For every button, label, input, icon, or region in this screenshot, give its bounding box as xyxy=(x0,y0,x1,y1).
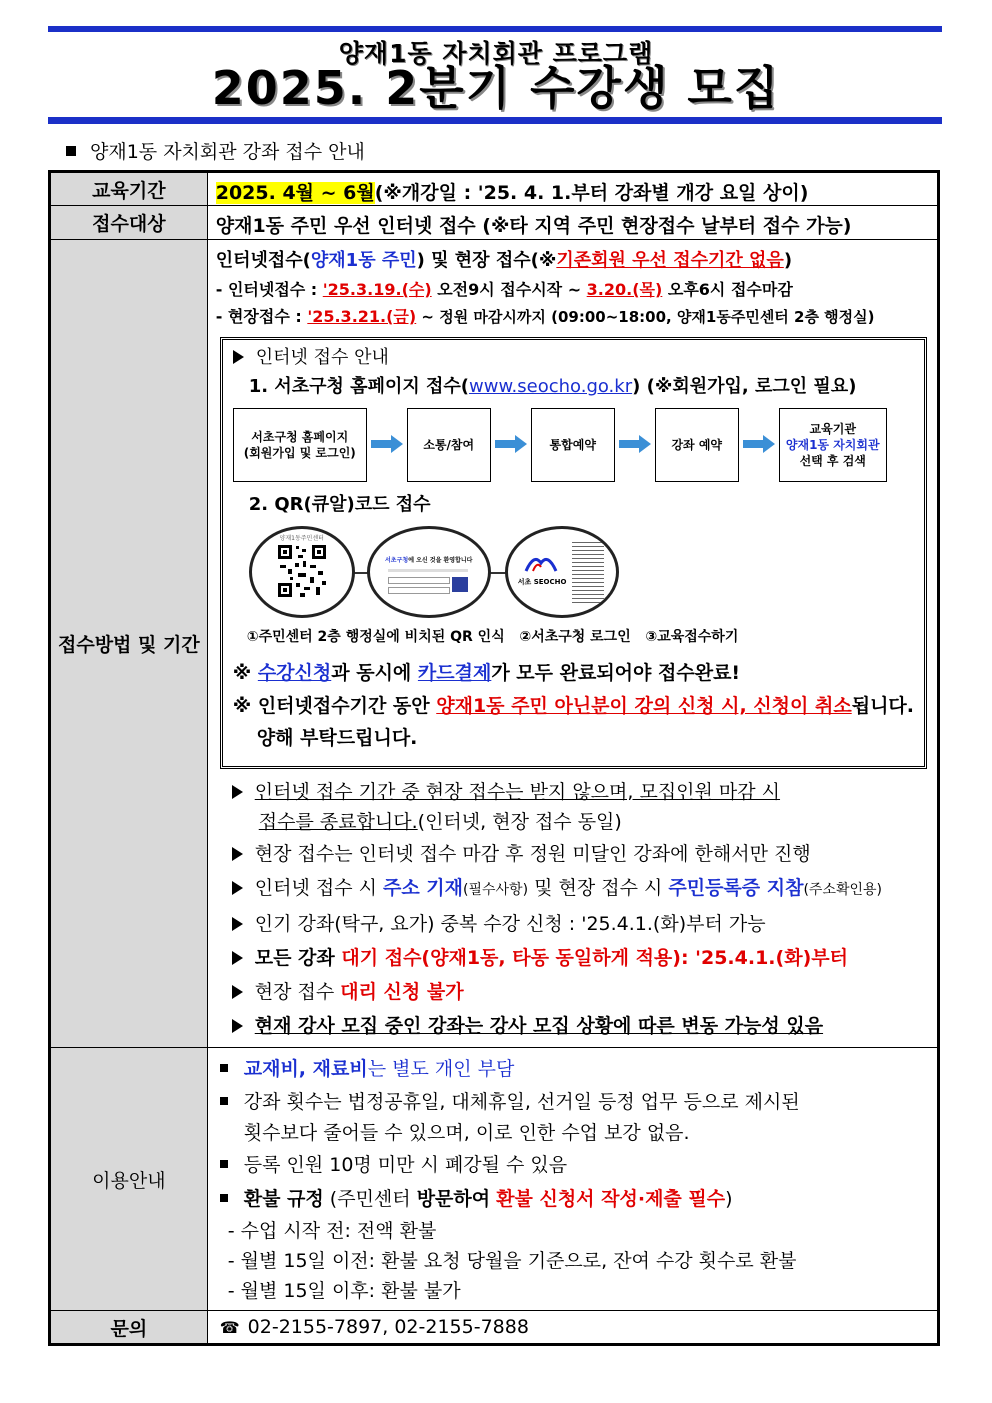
arrow-right-icon xyxy=(743,435,775,453)
triangle-bullet-icon xyxy=(232,847,243,861)
bullet-7: 현재 강사 모집 중인 강좌는 강사 모집 상황에 따른 변동 가능성 있음 xyxy=(232,1009,931,1043)
value-contact: ☎ 02-2155-7897, 02-2155-7888 xyxy=(207,1311,938,1345)
bullet-3: 인터넷 접수 시 주소 기재(필수사항) 및 현장 접수 시 주민등록증 지참(주소확인용) xyxy=(232,871,931,907)
label-method: 접수방법 및 기간 xyxy=(50,240,208,1048)
cancel-note: ※ 인터넷접수기간 동안 양재1동 주민 아닌분이 강의 신청 시, 신청이 취소됩니다. xyxy=(232,695,914,717)
qr-code-circle: 양재1동주민센터 xyxy=(249,526,355,618)
bullet-1-cont: 접수를 종료합니다.(인터넷, 현장 접수 동일) xyxy=(258,811,622,833)
seocho-app-circle: 서초 SEOCHO xyxy=(505,526,619,618)
value-usage xyxy=(207,1048,938,1311)
square-bullet-icon xyxy=(220,1064,228,1072)
payment-note: ※ 수강신청과 동시에 카드결제가 모두 완료되어야 접수완료! xyxy=(232,662,741,684)
top-rule xyxy=(48,26,942,32)
step1: 1. 서초구청 홈페이지 접수(www.seocho.go.kr) (※회원가입, 로그인 필요) xyxy=(248,376,857,397)
period-highlight: 2025. 4월 ~ 6월 xyxy=(215,182,375,204)
qr-steps xyxy=(233,526,914,626)
label-period: 교육기간 xyxy=(50,172,208,206)
arrow-right-icon xyxy=(495,435,527,453)
triangle-bullet-icon xyxy=(232,985,243,999)
refund-1: - 수업 시작 전: 전액 환불 xyxy=(227,1220,437,1242)
bottom-rule xyxy=(48,117,942,124)
flow-step-homepage: 서초구청 홈페이지 (회원가입 및 로그인) xyxy=(233,408,367,482)
qr-caption: ①주민센터 2층 행정실에 비치된 QR 인식 ②서초구청 로그인 ③교육접수하기 xyxy=(246,629,739,645)
page-title: 2025. 2분기 수강생 모집 xyxy=(211,61,781,115)
row-target xyxy=(50,206,939,240)
refund-2: - 월별 15일 이전: 환불 요청 당월을 기준으로, 잔여 수강 횟수로 환불 xyxy=(227,1250,797,1272)
seocho-link[interactable]: www.seocho.go.kr xyxy=(469,376,633,397)
qr-code-icon xyxy=(276,543,328,599)
refund-3: - 월별 15일 이후: 환불 불가 xyxy=(227,1280,461,1302)
label-target: 접수대상 xyxy=(50,206,208,240)
square-bullet-icon xyxy=(220,1194,228,1202)
guide-heading: 인터넷 접수 안내 xyxy=(233,344,914,372)
value-period: 2025. 4월 ~ 6월(※개강일 : '25. 4. 1.부터 강좌별 개강 요일 상이) xyxy=(207,172,938,206)
onsite-period: - 현장접수 : '25.3.21.(금) ~ 정원 마감시까지 (09:00~18:00, 양재1동주민센터 2층 행정실) xyxy=(215,307,875,326)
value-target: 양재1동 주민 우선 인터넷 접수 (※타 지역 주민 현장접수 날부터 접수 가능) xyxy=(207,206,938,240)
row-usage xyxy=(50,1048,939,1311)
flow-step-reservation: 통합예약 xyxy=(531,408,615,482)
method-bullets xyxy=(216,777,931,1047)
value-method xyxy=(207,240,938,1048)
internet-guide-box xyxy=(220,337,927,769)
phone-icon: ☎ xyxy=(219,1318,240,1337)
triangle-bullet-icon xyxy=(232,951,243,965)
flow-step-institution: 교육기관 양재1동 자치회관 선택 후 검색 xyxy=(779,408,887,482)
triangle-bullet-icon xyxy=(232,785,243,799)
arrow-right-icon xyxy=(619,435,651,453)
bullet-2: 현장 접수는 인터넷 접수 마감 후 정원 미달인 강좌에 한해서만 진행 xyxy=(232,837,931,871)
flow-step-community: 소통/참여 xyxy=(407,408,491,482)
row-period xyxy=(50,172,939,206)
label-usage: 이용안내 xyxy=(50,1048,208,1311)
method-intro: 인터넷접수(양재1동 주민) 및 현장 접수(※기존회원 우선 접수기간 없음) xyxy=(215,250,793,271)
triangle-bullet-icon xyxy=(232,881,243,895)
triangle-bullet-icon xyxy=(233,350,244,364)
usage-1: 교재비, 재료비는 별도 개인 부담 xyxy=(220,1052,931,1086)
usage-3: 등록 인원 10명 미만 시 폐강될 수 있음 xyxy=(220,1148,931,1182)
bullet-5: 모든 강좌 대기 접수(양재1동, 타동 동일하게 적용): '25.4.1.(화)부터 xyxy=(232,941,931,975)
info-table xyxy=(48,170,940,1346)
row-method xyxy=(50,240,939,1048)
seocho-logo-icon xyxy=(524,551,558,573)
triangle-bullet-icon xyxy=(232,917,243,931)
square-bullet-icon xyxy=(220,1160,228,1168)
login-screen-circle: 서초구청에 오신 것을 환영합니다 xyxy=(367,526,491,618)
usage-4: 환불 규정 (주민센터 방문하여 환불 신청서 작성·제출 필수) xyxy=(220,1182,931,1216)
usage-2-cont: 횟수보다 줄어들 수 있으며, 이로 인한 수업 보강 없음. xyxy=(243,1122,690,1144)
row-contact xyxy=(50,1311,939,1345)
internet-period: - 인터넷접수 : '25.3.19.(수) 오전9시 접수시작 ~ 3.20.(목) 오후6시 접수마감 xyxy=(215,280,793,299)
bullet-4: 인기 강좌(탁구, 요가) 중복 수강 신청 : '25.4.1.(화)부터 가능 xyxy=(232,907,931,941)
usage-2: 강좌 횟수는 법정공휴일, 대체휴일, 선거일 등정 업무 등으로 제시된 xyxy=(220,1086,931,1118)
bullet-1: 인터넷 접수 기간 중 현장 접수는 받지 않으며, 모집인원 마감 시 xyxy=(232,777,931,807)
section-heading: 양재1동 자치회관 강좌 접수 안내 xyxy=(66,137,365,164)
square-bullet-icon xyxy=(66,146,76,156)
square-bullet-icon xyxy=(220,1097,228,1105)
arrow-right-icon xyxy=(371,435,403,453)
step2: 2. QR(큐알)코드 접수 xyxy=(248,494,431,515)
bullet-6: 현장 접수 대리 신청 불가 xyxy=(232,975,931,1009)
flow-step-course: 강좌 예약 xyxy=(655,408,739,482)
program-subtitle: 양재1동 자치회관 프로그램 xyxy=(338,39,654,68)
signup-flow xyxy=(233,408,914,486)
cancel-note-2: 양해 부탁드립니다. xyxy=(256,727,418,749)
triangle-bullet-icon xyxy=(232,1019,243,1033)
label-contact: 문의 xyxy=(50,1311,208,1345)
